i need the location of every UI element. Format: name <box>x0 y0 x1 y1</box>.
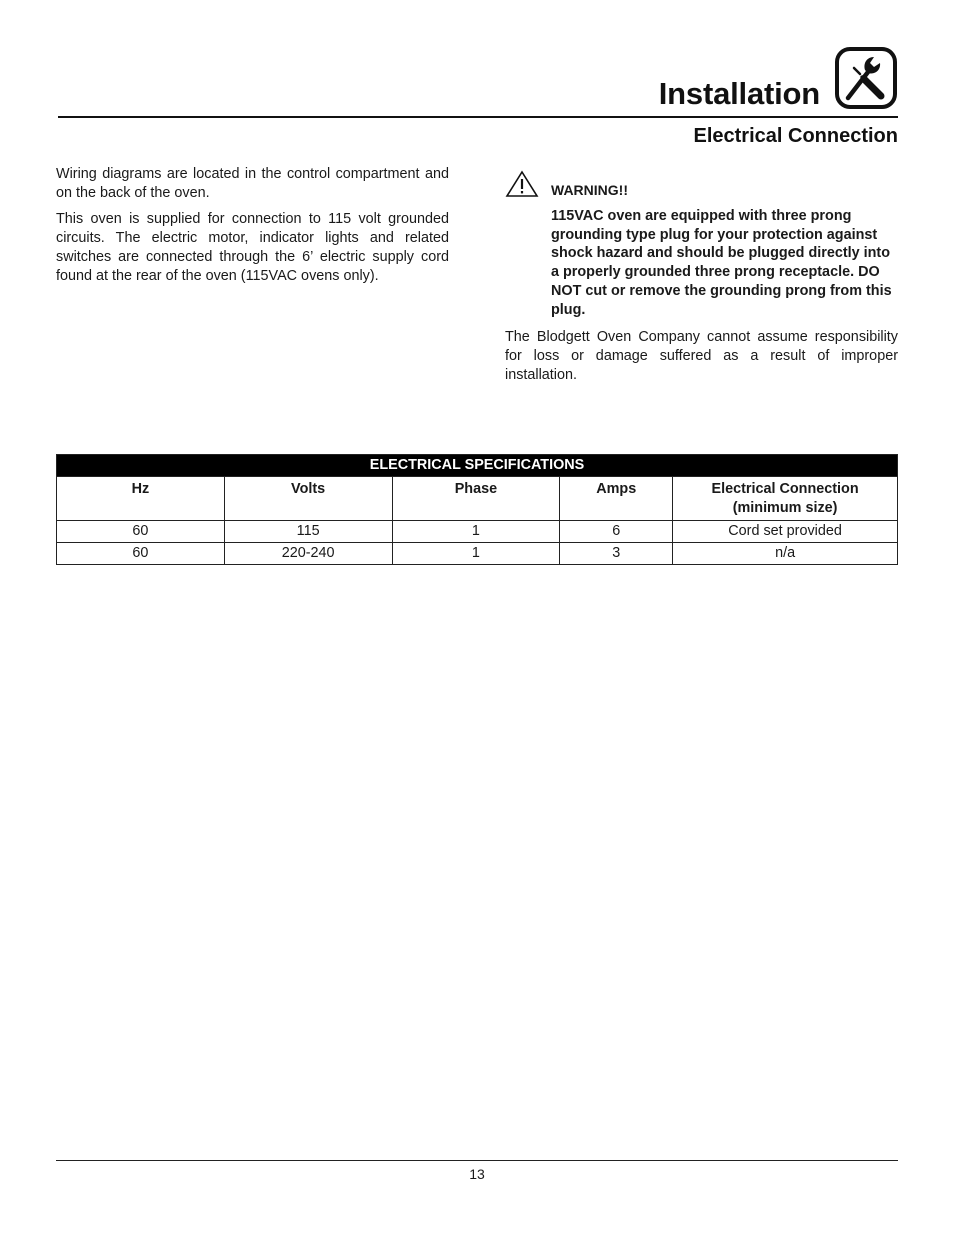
paragraph-wiring-diagrams: Wiring diagrams are located in the control compartment and on the back of the oven. <box>56 166 449 201</box>
table-cell: Cord set provided <box>673 521 898 543</box>
section-title: Electrical Connection <box>693 125 898 147</box>
table-title: ELECTRICAL SPECIFICATIONS <box>57 455 898 477</box>
table-cell: 60 <box>57 543 225 565</box>
paragraph-voltage-info: This oven is supplied for connection to 115 volt grounded circuits. The electric motor, indicator lights and related switches are connected through the 6’ electric supply cord found at the rear of the oven (115VAC ovens only). <box>56 211 449 284</box>
table-cell: 60 <box>57 521 225 543</box>
table-cell: 220-240 <box>224 543 392 565</box>
table-row <box>57 543 898 565</box>
header-divider <box>58 116 898 118</box>
warning-header <box>505 170 898 204</box>
warning-text: 115VAC oven are equipped with three prong grounding type plug for your protection against shock hazard and should be plugged directly into a properly grounded three prong receptacle. DO NOT cut or remove the grounding prong from this plug. <box>551 208 892 318</box>
page-title: Installation <box>658 76 820 111</box>
paragraph-liability: The Blodgett Oven Company cannot assume responsibility for loss or damage suffered as a result of improper installation. <box>505 329 898 384</box>
column-header: Volts <box>224 477 392 521</box>
page-number: 13 <box>469 1166 485 1182</box>
table-header-row <box>57 477 898 521</box>
table-cell: 1 <box>392 521 560 543</box>
wrench-screwdriver-icon <box>834 46 898 110</box>
warning-triangle-icon <box>505 170 539 198</box>
table-cell: 115 <box>224 521 392 543</box>
column-header: Hz <box>57 477 225 521</box>
column-header: Phase <box>392 477 560 521</box>
table-title-row <box>57 455 898 477</box>
right-column <box>505 170 898 392</box>
table-cell: 1 <box>392 543 560 565</box>
electrical-specifications-table <box>56 454 898 565</box>
left-column <box>56 165 449 293</box>
table-cell: n/a <box>673 543 898 565</box>
warning-label: WARNING!! <box>551 182 628 198</box>
column-header: Amps <box>560 477 673 521</box>
table-cell: 3 <box>560 543 673 565</box>
footer-divider <box>56 1160 898 1161</box>
table-cell: 6 <box>560 521 673 543</box>
table-row <box>57 521 898 543</box>
column-header: Electrical Connection (minimum size) <box>673 477 898 521</box>
